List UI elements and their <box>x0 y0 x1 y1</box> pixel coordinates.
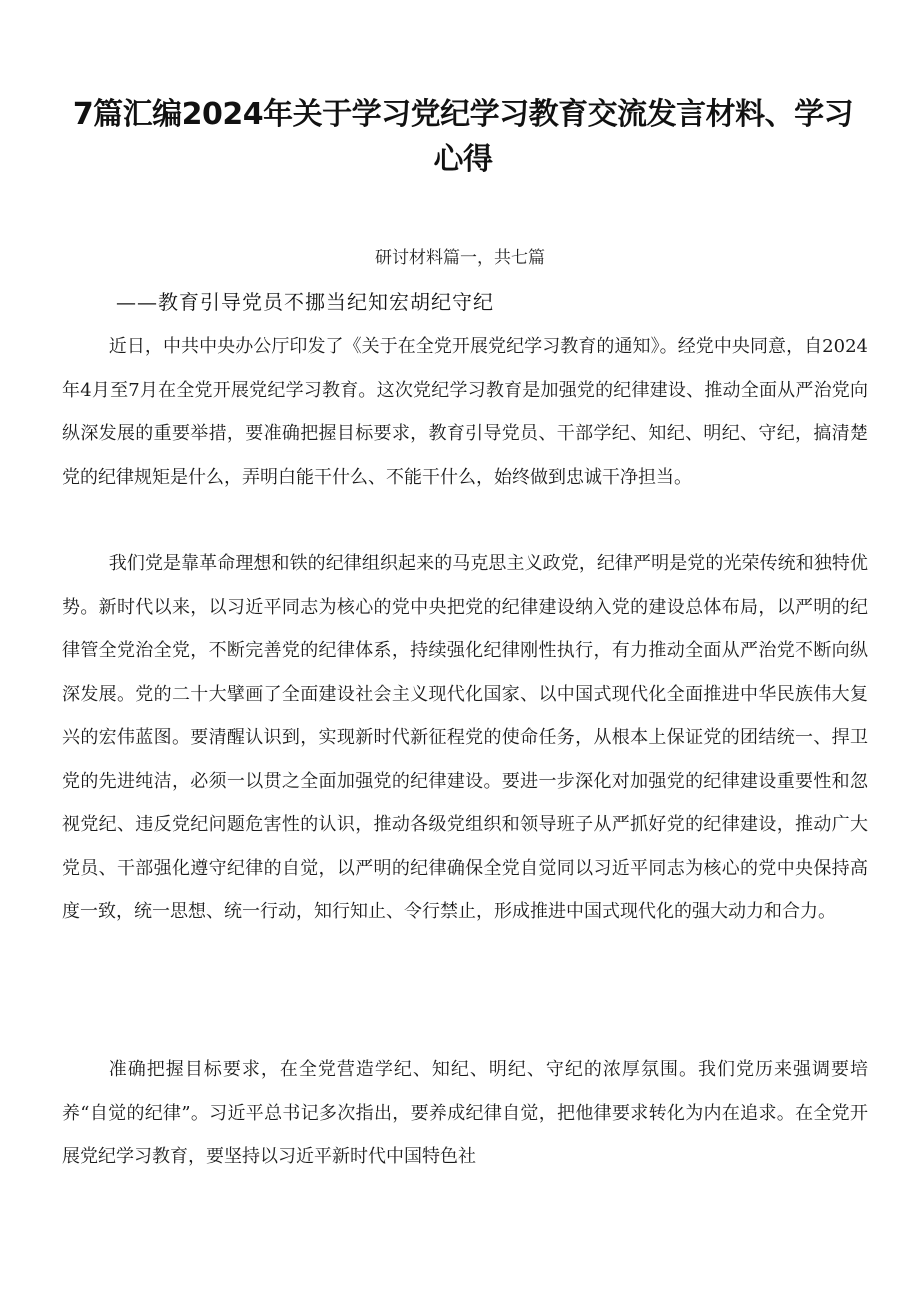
document-theme-line: ——教育引导党员不挪当纪知宏胡纪守纪 <box>116 290 494 314</box>
body-paragraph-1: 近日，中共中央办公厅印发了《关于在全党开展党纪学习教育的通知》。经党中央同意，自2024年4月至7月在全党开展党纪学习教育。这次党纪学习教育是加强党的纪律建设、推动全面从严治党向纵深发展的重要举措，要准确把握目标要求，教育引导党员、干部学纪、知纪、明纪、守纪，搞清楚党的纪律规矩是什么，弄明白能干什么、不能干什么，始终做到忠诚干净担当。 <box>62 336 868 488</box>
body-paragraph-2: 我们党是靠革命理想和铁的纪律组织起来的马克思主义政党，纪律严明是党的光荣传统和独特优势。新时代以来，以习近平同志为核心的党中央把党的纪律建设纳入党的建设总体布局，以严明的纪律管全党治全党，不断完善党的纪律体系，持续强化纪律刚性执行，有力推动全面从严治党不断向纵深发展。党的二十大擘画了全面建设社会主义现代化国家、以中国式现代化全面推进中华民族伟大复兴的宏伟蓝图。要清醒认识到，实现新时代新征程党的使命任务，从根本上保证党的团结统一、捍卫党的先进纯洁，必须一以贯之全面加强党的纪律建设。要进一步深化对加强党的纪律建设重要性和忽视党纪、违反党纪问题危害性的认识，推动各级党组织和领导班子从严抓好党的纪律建设，推动广大党员、干部强化遵守纪律的自觉，以严明的纪律确保全党自觉同以习近平同志为核心的党中央保持高度一致，统一思想、统一行动，知行知止、令行禁止，形成推进中国式现代化的强大动力和合力。 <box>62 553 868 922</box>
body-paragraph-3: 准确把握目标要求，在全党营造学纪、知纪、明纪、守纪的浓厚氛围。我们党历来强调要培养“自觉的纪律”。习近平总书记多次指出，要养成纪律自觉，把他律要求转化为内在追求。在全党开展党纪学习教育，要坚持以习近平新时代中国特色社 <box>62 1059 868 1167</box>
document-title: 7篇汇编2024年关于学习党纪学习教育交流发言材料、学习心得 <box>72 97 854 177</box>
document-subtitle: 研讨材料篇一，共七篇 <box>375 248 545 268</box>
